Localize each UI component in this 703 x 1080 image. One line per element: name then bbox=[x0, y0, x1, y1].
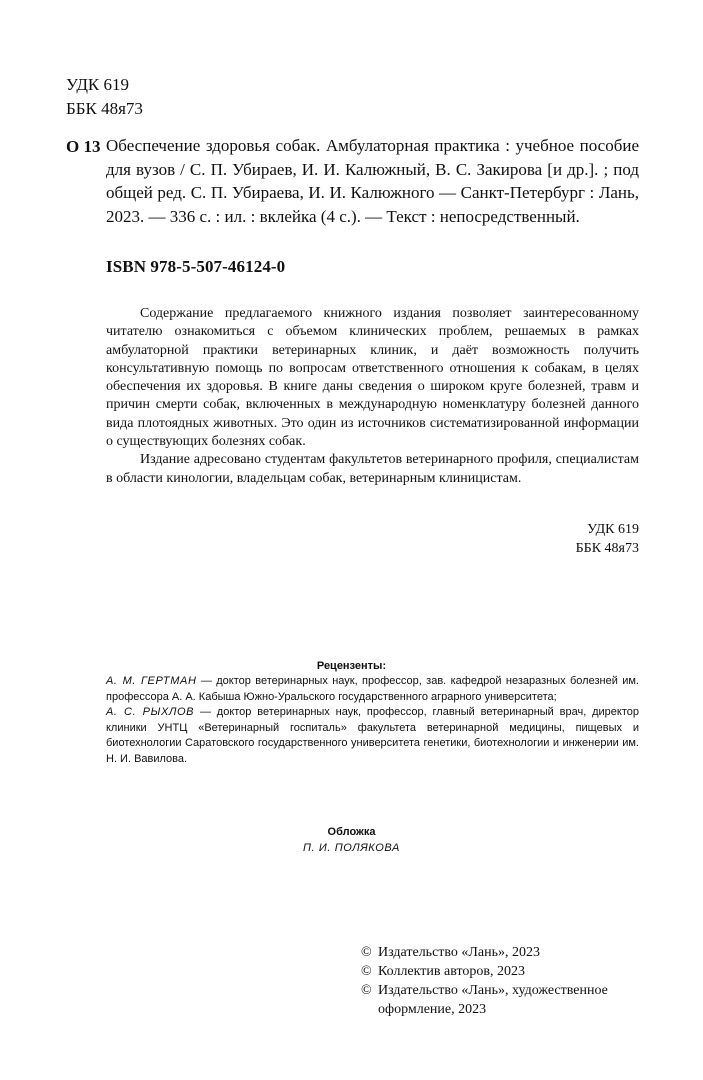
reviewers-list bbox=[106, 674, 639, 767]
cover-title: Обложка bbox=[327, 826, 376, 838]
isbn: ISBN 978-5-507-46124-0 bbox=[106, 257, 286, 276]
bibliographic-description: Обеспечение здоровья собак. Амбулаторная практика : учебное пособие для вузов / С. П. Убираев, И. И. Калюжный, В. С. Закирова [и др.]. ; под общей ред. С. П. Убираева, И. И. Калюжного — Санкт-Петербург : Лань, 2023. — 336 с. : ил. : вклейка (4 с.). — Текст : непосредственный. bbox=[106, 136, 639, 226]
classification-udk: УДК 619 bbox=[587, 522, 639, 537]
header-udk: УДК 619 bbox=[66, 75, 130, 94]
reviewer-details: — доктор ветеринарных наук, профессор, главный ветеринарный врач, директор клиники УНТЦ «Ветеринарный госпиталь» факультета ветеринарной медицины, пищевых и биотехнологии Саратовского государственного университета генетики, биотехнологии и инженерии им. Н. И. Вавилова. bbox=[106, 706, 640, 765]
copyright-symbol: © bbox=[361, 964, 372, 979]
reviewer-entry bbox=[106, 674, 639, 705]
reviewer-details: — доктор ветеринарных наук, профессор, зав. кафедрой незаразных болезней им. профессора А. А. Кабыша Южно-Уральского государственного аграрного университета; bbox=[106, 675, 639, 703]
abstract-paragraph: Издание адресовано студентам факультетов ветеринарного профиля, специалистам в области кинологии, владельцам собак, ветеринарным клиницистам. bbox=[106, 452, 639, 486]
classification-bbk: ББК 48я73 bbox=[575, 540, 639, 556]
author-mark-code: О 13 bbox=[66, 137, 101, 156]
copyright-line bbox=[361, 962, 651, 981]
abstract bbox=[106, 305, 639, 488]
reviewer-name: А. С. РЫХЛОВ bbox=[106, 706, 195, 718]
copyright-symbol: © bbox=[361, 945, 372, 960]
reviewer-entry bbox=[106, 705, 639, 767]
copyright-text: Издательство «Лань», художественное bbox=[378, 983, 608, 998]
copyright-text: Издательство «Лань», 2023 bbox=[378, 945, 540, 960]
copyright-text: Коллектив авторов, 2023 bbox=[378, 964, 525, 979]
copyright-block bbox=[361, 943, 651, 1019]
reviewers-title: Рецензенты: bbox=[316, 660, 387, 672]
header-classification bbox=[66, 73, 143, 121]
classification-block bbox=[520, 521, 639, 558]
copyright-line bbox=[361, 943, 651, 962]
header-bbk: ББК 48я73 bbox=[66, 99, 143, 118]
reviewer-name: А. М. ГЕРТМАН bbox=[106, 675, 197, 687]
cover-designer-name: П. И. ПОЛЯКОВА bbox=[303, 842, 400, 854]
copyright-symbol: © bbox=[361, 983, 372, 998]
abstract-paragraph: Содержание предлагаемого книжного издания позволяет заинтересованному читателю ознакомиться с объемом клинических проблем, решаемых в рамках амбулаторной практики ветеринарных клиник, и даёт возможность получить консультативную помощь по вопросам ответственного отношения к собакам, в целях обеспечения их здоровья. В книге даны сведения о широком круге болезней, травм и причин смерти собак, включенных в международную номенклатуру болезней данного вида плотоядных животных. Это один из источников систематизированной информации о существующих болезнях собак. bbox=[106, 306, 639, 450]
copyright-text-continuation: оформление, 2023 bbox=[378, 1002, 487, 1017]
copyright-line bbox=[361, 981, 651, 1000]
